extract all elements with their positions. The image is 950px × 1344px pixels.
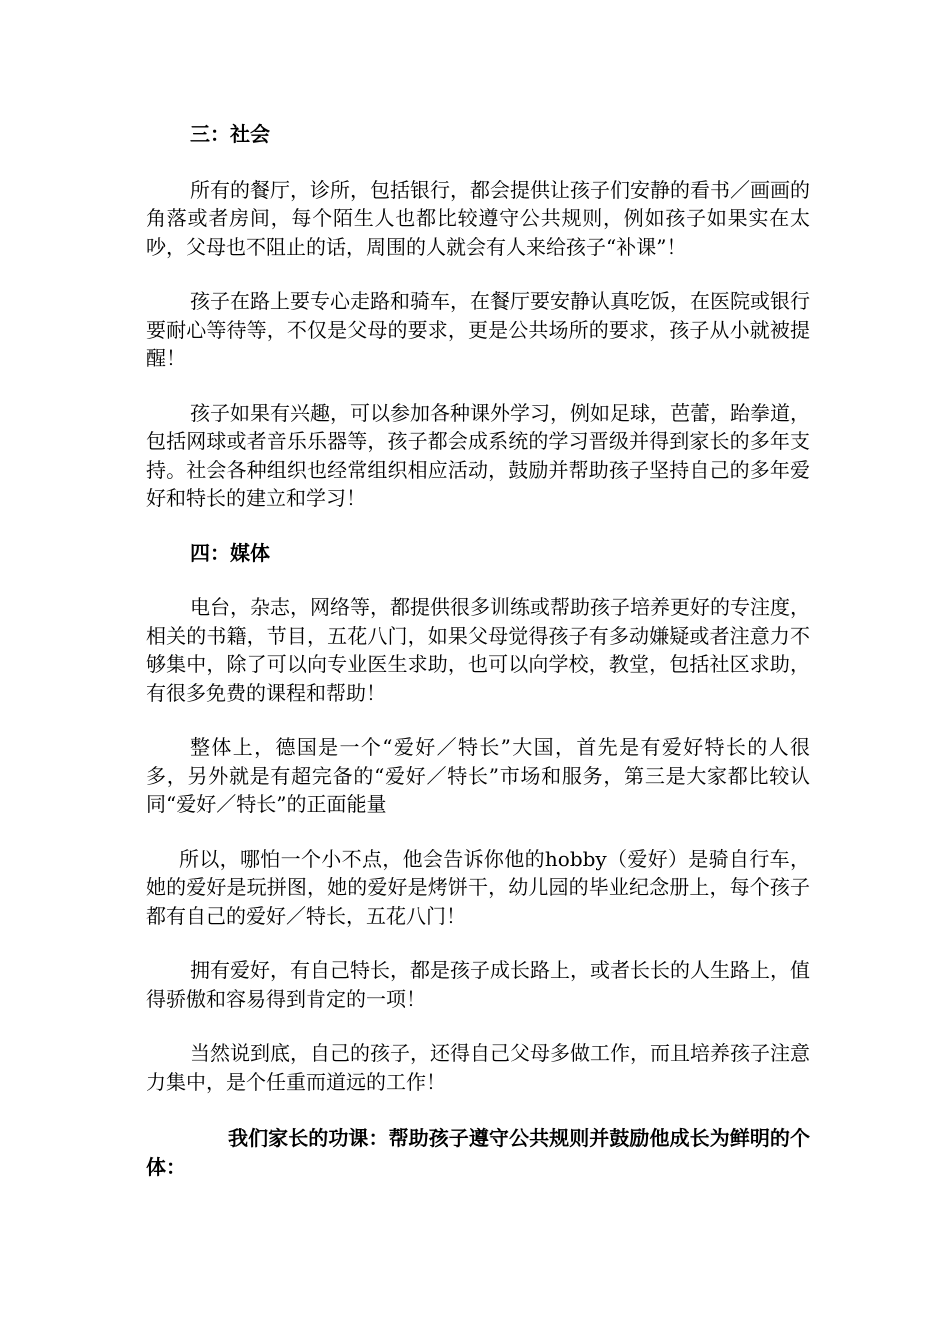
- section-four-paragraph-5: 当然说到底，自己的孩子，还得自己父母多做工作，而且培养孩子注意力集中，是个任重而道远的工作！: [146, 1041, 810, 1094]
- section-four-paragraph-3: 所以，哪怕一个小不点，他会告诉你他的hobby（爱好）是骑自行车，她的爱好是玩拼图，她的爱好是烤饼干，幼儿园的毕业纪念册上，每个孩子都有自己的爱好／特长，五花八门！: [146, 846, 810, 928]
- section-three-heading: 三：社会: [190, 122, 270, 146]
- section-three-paragraph-2: 孩子在路上要专心走路和骑车，在餐厅要安静认真吃饭，在医院或银行要耐心等待等，不仅是父母的要求，更是公共场所的要求，孩子从小就被提醒！: [146, 289, 810, 370]
- section-four-heading: 四：媒体: [190, 540, 270, 565]
- document-page: [146, 120, 810, 1181]
- section-four-paragraph-4: 拥有爱好，有自己特长，都是孩子成长路上，或者长长的人生路上，值得骄傲和容易得到肯定的一项！: [146, 958, 810, 1011]
- section-three-paragraph-3: 孩子如果有兴趣，可以参加各种课外学习，例如足球，芭蕾，跆拳道，包括网球或者音乐乐器等，孩子都会成系统的学习晋级并得到家长的多年支持。社会各种组织也经常组织相应活动，鼓励并帮助孩子坚持自己的多年爱好和特长的建立和学习！: [146, 400, 810, 510]
- section-three-paragraph-1: 所有的餐厅，诊所，包括银行，都会提供让孩子们安静的看书／画画的角落或者房间，每个陌生人也都比较遵守公共规则，例如孩子如果实在太吵，父母也不阻止的话，周围的人就会有人来给孩子“补课”！: [146, 177, 810, 259]
- closing-heading: 我们家长的功课：帮助孩子遵守公共规则并鼓励他成长为鲜明的个体：: [146, 1126, 810, 1179]
- section-four-paragraph-1: 电台，杂志，网络等，都提供很多训练或帮助孩子培养更好的专注度，相关的书籍，节目，五花八门，如果父母觉得孩子有多动嫌疑或者注意力不够集中，除了可以向专业医生求助，也可以向学校，教堂，包括社区求助，有很多免费的课程和帮助！: [146, 595, 810, 705]
- section-four-paragraph-2: 整体上，德国是一个“爱好／特长”大国，首先是有爱好特长的人很多，另外就是有超完备的“爱好／特长”市场和服务，第三是大家都比较认同“爱好／特长”的正面能量: [146, 735, 810, 816]
